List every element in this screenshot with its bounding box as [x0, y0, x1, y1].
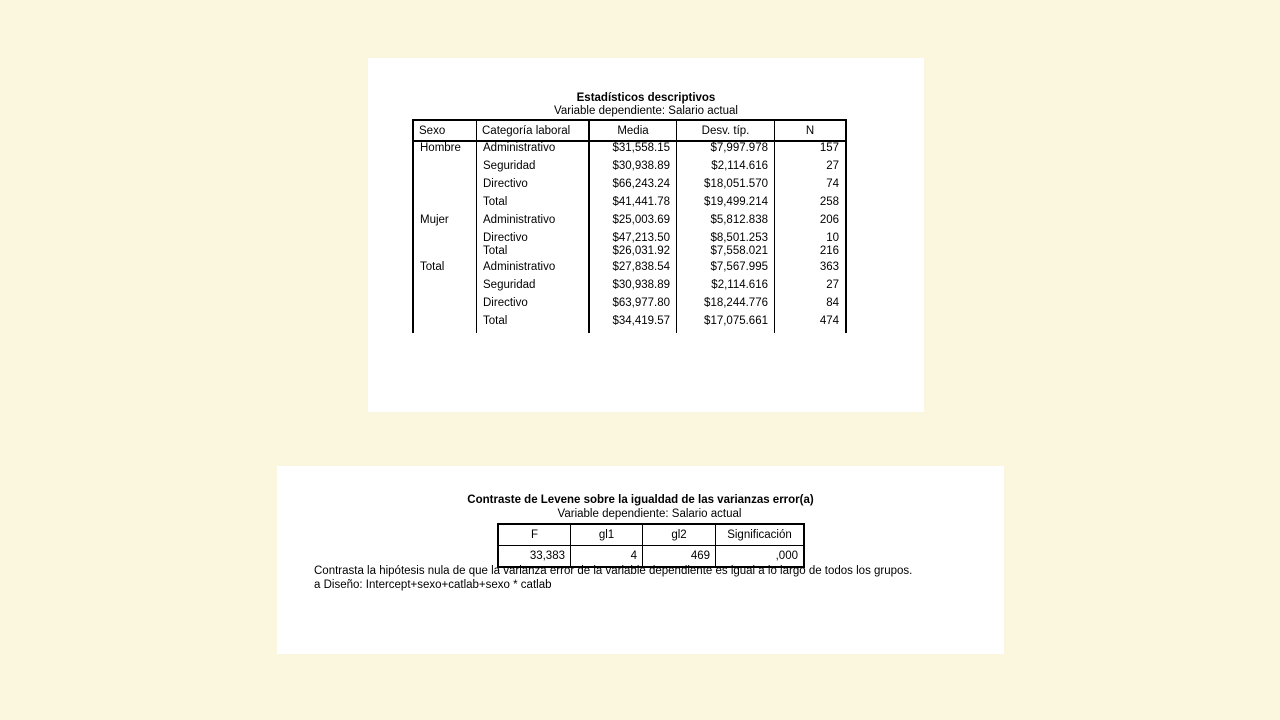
table-row — [413, 141, 846, 160]
header-n: N — [775, 120, 847, 141]
cell-significacion: ,000 — [716, 546, 805, 568]
cell-sexo — [413, 160, 477, 178]
table-row — [413, 279, 846, 297]
cell-n: 74 — [775, 178, 847, 196]
levene-table — [497, 523, 805, 568]
table-row — [413, 160, 846, 178]
cell-n: 157 — [775, 141, 847, 160]
cell-n: 474 — [775, 315, 847, 333]
descriptive-stats-subtitle: Variable dependiente: Salario actual — [554, 105, 738, 117]
descriptive-stats-panel — [368, 58, 924, 412]
cell-sexo — [413, 297, 477, 315]
cell-n: 84 — [775, 297, 847, 315]
table-row — [498, 546, 804, 568]
cell-media: $47,213.50 — [589, 232, 677, 245]
cell-n: 10 — [775, 232, 847, 245]
cell-sexo — [413, 178, 477, 196]
table-row — [413, 315, 846, 333]
cell-desv: $8,501.253 — [677, 232, 775, 245]
cell-categoria: Total — [477, 315, 590, 333]
cell-categoria: Seguridad — [477, 279, 590, 297]
header-sexo: Sexo — [413, 120, 477, 141]
cell-media: $25,003.69 — [589, 214, 677, 232]
cell-categoria: Seguridad — [477, 160, 590, 178]
cell-categoria: Total — [477, 245, 590, 261]
cell-categoria: Administrativo — [477, 261, 590, 279]
cell-desv: $18,051.570 — [677, 178, 775, 196]
header-desv: Desv. típ. — [677, 120, 775, 141]
levene-test-panel — [277, 466, 1004, 654]
cell-sexo: Hombre — [413, 141, 477, 160]
cell-n: 258 — [775, 196, 847, 214]
table-row — [413, 261, 846, 279]
cell-desv: $2,114.616 — [677, 279, 775, 297]
cell-f: 33,383 — [498, 546, 571, 568]
header-significacion: Significación — [716, 524, 805, 546]
descriptive-stats-table — [412, 119, 847, 333]
cell-desv: $7,567.995 — [677, 261, 775, 279]
header-media: Media — [589, 120, 677, 141]
table-row — [413, 245, 846, 261]
cell-categoria: Administrativo — [477, 214, 590, 232]
cell-sexo — [413, 315, 477, 333]
cell-desv: $2,114.616 — [677, 160, 775, 178]
cell-sexo: Total — [413, 261, 477, 279]
header-gl1: gl1 — [571, 524, 643, 546]
cell-media: $63,977.80 — [589, 297, 677, 315]
cell-sexo — [413, 279, 477, 297]
table-row — [413, 297, 846, 315]
cell-media: $30,938.89 — [589, 279, 677, 297]
cell-sexo: Mujer — [413, 214, 477, 232]
header-categoria: Categoría laboral — [477, 120, 590, 141]
cell-desv: $7,558.021 — [677, 245, 775, 261]
cell-media: $26,031.92 — [589, 245, 677, 261]
table-header-row — [498, 524, 804, 546]
cell-gl1: 4 — [571, 546, 643, 568]
cell-categoria: Directivo — [477, 297, 590, 315]
cell-media: $41,441.78 — [589, 196, 677, 214]
table-row — [413, 232, 846, 245]
levene-title: Contraste de Levene sobre la igualdad de las varianzas error(a) — [467, 494, 814, 506]
header-f: F — [498, 524, 571, 546]
cell-categoria: Administrativo — [477, 141, 590, 160]
header-gl2: gl2 — [643, 524, 716, 546]
cell-sexo — [413, 245, 477, 261]
table-header-row — [413, 120, 846, 141]
levene-subtitle: Variable dependiente: Salario actual — [557, 508, 742, 520]
levene-note-hypothesis: Contrasta la hipótesis nula de que la varianza error de la variable dependiente es igual a lo largo de todos los grupos. — [314, 565, 913, 577]
cell-sexo — [413, 232, 477, 245]
cell-desv: $5,812.838 — [677, 214, 775, 232]
cell-gl2: 469 — [643, 546, 716, 568]
table-row — [413, 178, 846, 196]
cell-desv: $19,499.214 — [677, 196, 775, 214]
cell-sexo — [413, 196, 477, 214]
cell-desv: $17,075.661 — [677, 315, 775, 333]
cell-categoria: Directivo — [477, 178, 590, 196]
cell-n: 27 — [775, 160, 847, 178]
cell-n: 363 — [775, 261, 847, 279]
levene-note-design: a Diseño: Intercept+sexo+catlab+sexo * catlab — [314, 579, 552, 591]
table-row — [413, 214, 846, 232]
cell-desv: $18,244.776 — [677, 297, 775, 315]
cell-media: $34,419.57 — [589, 315, 677, 333]
cell-n: 216 — [775, 245, 847, 261]
cell-categoria: Total — [477, 196, 590, 214]
descriptive-stats-title: Estadísticos descriptivos — [576, 92, 716, 104]
cell-media: $30,938.89 — [589, 160, 677, 178]
cell-media: $31,558.15 — [589, 141, 677, 160]
cell-n: 206 — [775, 214, 847, 232]
cell-categoria: Directivo — [477, 232, 590, 245]
cell-n: 27 — [775, 279, 847, 297]
cell-desv: $7,997.978 — [677, 141, 775, 160]
table-row — [413, 196, 846, 214]
cell-media: $66,243.24 — [589, 178, 677, 196]
cell-media: $27,838.54 — [589, 261, 677, 279]
